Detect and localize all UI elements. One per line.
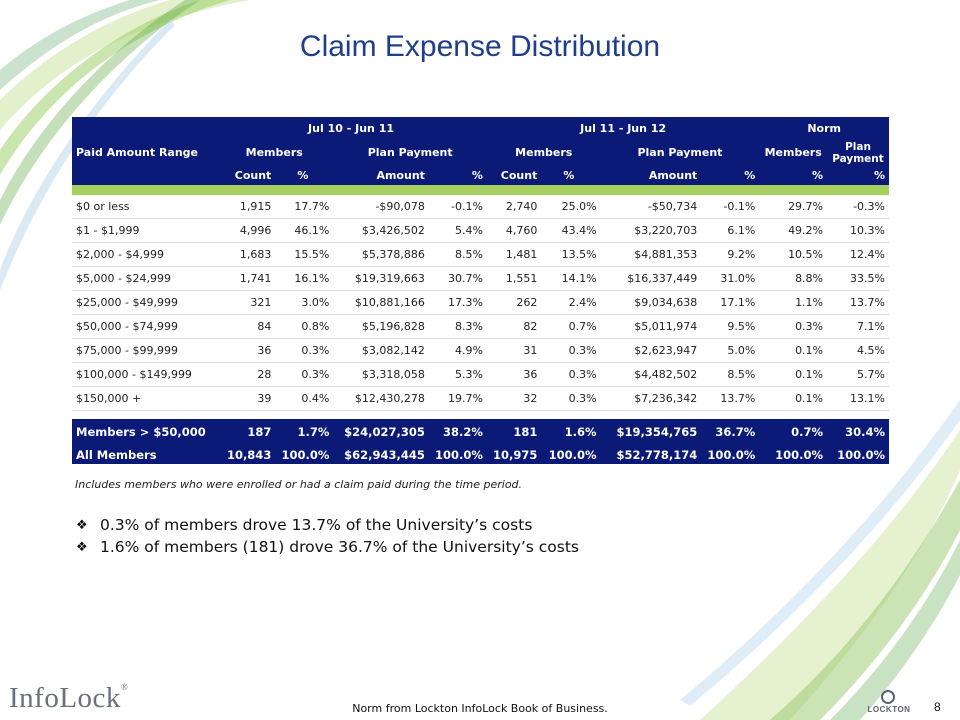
data-rows — [72, 195, 889, 411]
value-cell: 1,741 — [215, 267, 275, 291]
value-cell: 9.5% — [701, 315, 759, 339]
value-cell: $19,354,765 — [601, 419, 702, 442]
value-cell: 187 — [215, 419, 275, 442]
table-row — [72, 387, 889, 411]
range-cell: $5,000 - $24,999 — [72, 267, 215, 291]
period-header-row — [72, 117, 889, 139]
sub-header: Count — [487, 166, 541, 185]
group-header: Members — [487, 139, 601, 166]
value-cell: $3,426,502 — [333, 219, 429, 243]
value-cell: $24,027,305 — [333, 419, 429, 442]
range-cell: Members > $50,000 — [72, 419, 215, 442]
value-cell: 31 — [487, 339, 541, 363]
sub-header: % — [541, 166, 600, 185]
value-cell: 17.3% — [429, 291, 487, 315]
value-cell: 28 — [215, 363, 275, 387]
value-cell: $12,430,278 — [333, 387, 429, 411]
value-cell: $7,236,342 — [601, 387, 702, 411]
range-cell: $0 or less — [72, 195, 215, 219]
page-number: 8 — [934, 700, 941, 714]
sub-header: % — [275, 166, 333, 185]
group-header: Plan Payment — [601, 139, 760, 166]
value-cell: 0.3% — [541, 363, 600, 387]
value-cell: 17.1% — [701, 291, 759, 315]
value-cell: 4,760 — [487, 219, 541, 243]
period-header: Norm — [759, 117, 889, 139]
value-cell: 15.5% — [275, 243, 333, 267]
value-cell: 36 — [215, 339, 275, 363]
value-cell: 0.3% — [541, 339, 600, 363]
value-cell: 4.5% — [827, 339, 889, 363]
group-header-row — [72, 139, 889, 166]
value-cell: 46.1% — [275, 219, 333, 243]
value-cell: 82 — [487, 315, 541, 339]
value-cell: 36 — [487, 363, 541, 387]
value-cell: -0.3% — [827, 195, 889, 219]
accent-band — [72, 185, 889, 195]
table-row — [72, 195, 889, 219]
value-cell: 0.3% — [275, 363, 333, 387]
value-cell: 0.3% — [541, 387, 600, 411]
value-cell: 31.0% — [701, 267, 759, 291]
value-cell: 2,740 — [487, 195, 541, 219]
table-row — [72, 339, 889, 363]
range-cell: $2,000 - $4,999 — [72, 243, 215, 267]
table-note: Includes members who were enrolled or had a claim paid during the time period. — [75, 478, 523, 491]
value-cell: -$90,078 — [333, 195, 429, 219]
value-cell: $3,318,058 — [333, 363, 429, 387]
value-cell: $5,011,974 — [601, 315, 702, 339]
value-cell: 12.4% — [827, 243, 889, 267]
value-cell: $3,220,703 — [601, 219, 702, 243]
value-cell: 0.3% — [759, 315, 827, 339]
value-cell: $10,881,166 — [333, 291, 429, 315]
group-header: Members — [215, 139, 333, 166]
range-cell: $150,000 + — [72, 387, 215, 411]
sub-header: Amount — [333, 166, 429, 185]
value-cell: 13.1% — [827, 387, 889, 411]
period-header: Jul 11 - Jun 12 — [487, 117, 759, 139]
sub-header: Count — [215, 166, 275, 185]
value-cell: 2.4% — [541, 291, 600, 315]
value-cell: 0.3% — [275, 339, 333, 363]
value-cell: 0.7% — [541, 315, 600, 339]
value-cell: 0.8% — [275, 315, 333, 339]
group-header: Members — [759, 139, 827, 166]
value-cell: $9,034,638 — [601, 291, 702, 315]
value-cell: 5.7% — [827, 363, 889, 387]
value-cell: 0.1% — [759, 363, 827, 387]
table-row — [72, 291, 889, 315]
value-cell: $2,623,947 — [601, 339, 702, 363]
value-cell: 8.5% — [429, 243, 487, 267]
value-cell: 8.8% — [759, 267, 827, 291]
footer-note: Norm from Lockton InfoLock Book of Business. — [352, 702, 608, 715]
value-cell: 19.7% — [429, 387, 487, 411]
value-cell: $52,778,174 — [601, 442, 702, 464]
value-cell: 100.0% — [429, 442, 487, 464]
value-cell: 36.7% — [701, 419, 759, 442]
value-cell: 100.0% — [759, 442, 827, 464]
value-cell: 43.4% — [541, 219, 600, 243]
registered-mark: ® — [120, 682, 129, 692]
value-cell: $16,337,449 — [601, 267, 702, 291]
sub-header: % — [429, 166, 487, 185]
value-cell: 0.1% — [759, 339, 827, 363]
sub-header: % — [701, 166, 759, 185]
group-header: Plan Payment — [827, 139, 889, 166]
value-cell: 10,975 — [487, 442, 541, 464]
range-header: Paid Amount Range — [72, 139, 215, 166]
value-cell: $4,482,502 — [601, 363, 702, 387]
bullet-item — [76, 536, 579, 558]
value-cell: 38.2% — [429, 419, 487, 442]
value-cell: 1.7% — [275, 419, 333, 442]
value-cell: -$50,734 — [601, 195, 702, 219]
value-cell: 5.4% — [429, 219, 487, 243]
table-row — [72, 267, 889, 291]
value-cell: 25.0% — [541, 195, 600, 219]
value-cell: 9.2% — [701, 243, 759, 267]
value-cell: 10.5% — [759, 243, 827, 267]
value-cell: 1.1% — [759, 291, 827, 315]
value-cell: 1.6% — [541, 419, 600, 442]
sub-header: % — [759, 166, 827, 185]
value-cell: 30.7% — [429, 267, 487, 291]
value-cell: 84 — [215, 315, 275, 339]
range-cell: All Members — [72, 442, 215, 464]
value-cell: 16.1% — [275, 267, 333, 291]
sub-header: Amount — [601, 166, 702, 185]
value-cell: $5,196,828 — [333, 315, 429, 339]
value-cell: 13.7% — [827, 291, 889, 315]
value-cell: 39 — [215, 387, 275, 411]
range-cell: $75,000 - $99,999 — [72, 339, 215, 363]
period-header: Jul 10 - Jun 11 — [215, 117, 487, 139]
value-cell: $5,378,886 — [333, 243, 429, 267]
value-cell: 100.0% — [827, 442, 889, 464]
value-cell: 6.1% — [701, 219, 759, 243]
table-row — [72, 243, 889, 267]
value-cell: $19,319,663 — [333, 267, 429, 291]
value-cell: 1,481 — [487, 243, 541, 267]
row-gap — [72, 411, 889, 420]
value-cell: 181 — [487, 419, 541, 442]
lockton-wordmark: LOCKTON — [867, 705, 911, 714]
value-cell: 32 — [487, 387, 541, 411]
table-row — [72, 219, 889, 243]
summary-row — [72, 442, 889, 464]
value-cell: 7.1% — [827, 315, 889, 339]
value-cell: 14.1% — [541, 267, 600, 291]
value-cell: 321 — [215, 291, 275, 315]
value-cell: 10,843 — [215, 442, 275, 464]
value-cell: 1,915 — [215, 195, 275, 219]
value-cell: 17.7% — [275, 195, 333, 219]
range-cell: $25,000 - $49,999 — [72, 291, 215, 315]
claim-distribution-table — [72, 117, 889, 464]
value-cell: 33.5% — [827, 267, 889, 291]
header-blank — [72, 117, 215, 139]
value-cell: 10.3% — [827, 219, 889, 243]
bullet-text: 0.3% of members drove 13.7% of the University’s costs — [100, 516, 533, 534]
bullet-text: 1.6% of members (181) drove 36.7% of the University’s costs — [100, 538, 580, 556]
lockton-ring-icon — [881, 690, 895, 704]
value-cell: 3.0% — [275, 291, 333, 315]
diamond-bullet-icon: ❖ — [76, 517, 88, 533]
bullet-item — [76, 514, 579, 536]
value-cell: 1,683 — [215, 243, 275, 267]
value-cell: 100.0% — [275, 442, 333, 464]
value-cell: 8.3% — [429, 315, 487, 339]
group-header: Plan Payment — [333, 139, 487, 166]
header-blank — [72, 166, 215, 185]
diamond-bullet-icon: ❖ — [76, 539, 88, 555]
value-cell: $4,881,353 — [601, 243, 702, 267]
logo-text: InfoLock — [9, 682, 121, 714]
value-cell: 13.5% — [541, 243, 600, 267]
value-cell: 5.3% — [429, 363, 487, 387]
value-cell: 4,996 — [215, 219, 275, 243]
value-cell: 4.9% — [429, 339, 487, 363]
value-cell: $3,082,142 — [333, 339, 429, 363]
table-row — [72, 315, 889, 339]
sub-header-row — [72, 166, 889, 185]
value-cell: $62,943,445 — [333, 442, 429, 464]
range-cell: $100,000 - $149,999 — [72, 363, 215, 387]
value-cell: 13.7% — [701, 387, 759, 411]
value-cell: 5.0% — [701, 339, 759, 363]
range-cell: $1 - $1,999 — [72, 219, 215, 243]
value-cell: -0.1% — [429, 195, 487, 219]
value-cell: 262 — [487, 291, 541, 315]
value-cell: 29.7% — [759, 195, 827, 219]
value-cell: -0.1% — [701, 195, 759, 219]
value-cell: 0.4% — [275, 387, 333, 411]
table-row — [72, 363, 889, 387]
lockton-logo — [860, 690, 918, 716]
value-cell: 0.1% — [759, 387, 827, 411]
value-cell: 8.5% — [701, 363, 759, 387]
value-cell: 100.0% — [701, 442, 759, 464]
page-title: Claim Expense Distribution — [299, 30, 661, 63]
sub-header: % — [827, 166, 889, 185]
range-cell: $50,000 - $74,999 — [72, 315, 215, 339]
value-cell: 100.0% — [541, 442, 600, 464]
summary-rows — [72, 419, 889, 464]
value-cell: 49.2% — [759, 219, 827, 243]
value-cell: 1,551 — [487, 267, 541, 291]
bullet-list — [76, 514, 579, 558]
summary-row — [72, 419, 889, 442]
value-cell: 30.4% — [827, 419, 889, 442]
value-cell: 0.7% — [759, 419, 827, 442]
